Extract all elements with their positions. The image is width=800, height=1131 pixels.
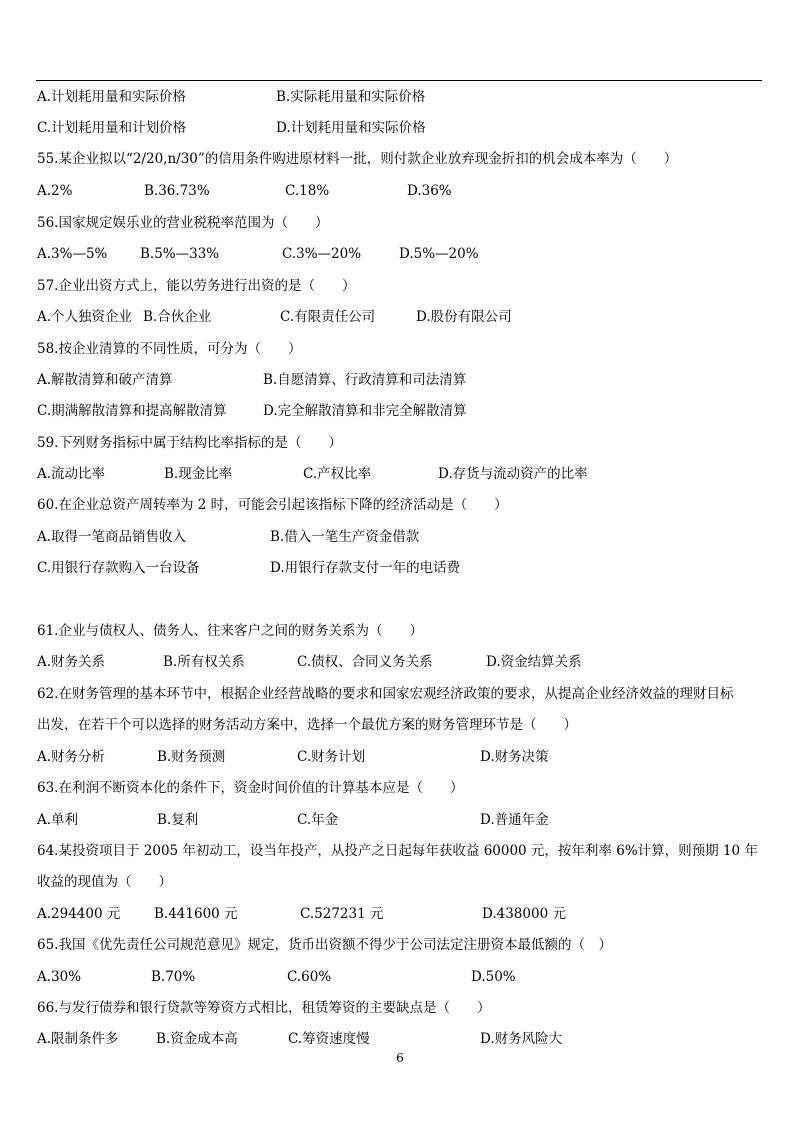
question-text: 62.在财务管理的基本环节中，根据企业经营战略的要求和国家宏观经济政策的要求，从提高企业经济效益的理财目标 <box>37 686 734 702</box>
question-text: 57.企业出资方式上，能以劳务进行出资的是（ ） <box>37 278 356 294</box>
option: A.294400 元 <box>37 906 121 922</box>
question-text: 59.下列财务指标中属于结构比率指标的是（ ） <box>37 435 342 451</box>
option: A.流动比率 <box>37 466 106 482</box>
option: A.2% <box>37 183 73 199</box>
option: A.单利 <box>37 812 79 828</box>
option: D.股份有限公司 <box>416 309 512 325</box>
option: C.财务计划 <box>297 749 366 765</box>
option: C.60% <box>287 969 332 985</box>
question-text: 60.在企业总资产周转率为 2 时，可能会引起该指标下降的经济活动是（ ） <box>37 497 508 513</box>
option: D.存货与流动资产的比率 <box>438 466 588 482</box>
option: B.441600 元 <box>154 906 238 922</box>
option: C.18% <box>285 183 330 199</box>
option: A.计划耗用量和实际价格 <box>37 89 187 105</box>
option: D.50% <box>471 969 516 985</box>
option: A.取得一笔商品销售收入 <box>37 529 187 545</box>
option: D.用银行存款支付一年的电话费 <box>270 560 461 576</box>
header-rule <box>36 80 762 81</box>
question-text: 出发，在若干个可以选择的财务活动方案中，选择一个最优方案的财务管理环节是（ ） <box>37 717 577 733</box>
option: B.所有权关系 <box>163 654 245 670</box>
option: A.解散清算和破产清算 <box>37 372 173 388</box>
option: B.资金成本高 <box>156 1031 238 1047</box>
option: B.36.73% <box>144 183 210 199</box>
option: D.财务风险大 <box>480 1031 563 1047</box>
option: C.年金 <box>297 812 339 828</box>
option: C.债权、合同义务关系 <box>297 654 433 670</box>
option: D.36% <box>407 183 452 199</box>
question-text: 58.按企业清算的不同性质，可分为（ ） <box>37 341 302 357</box>
option: A.限制条件多 <box>37 1031 119 1047</box>
option: B.合伙企业 <box>143 309 212 325</box>
option: D.完全解散清算和非完全解散清算 <box>263 403 467 419</box>
question-text: 55.某企业拟以“2/20,n/30”的信用条件购进原材料一批，则付款企业放弃现金折扣的机会成本率为（ ） <box>37 151 678 167</box>
page-number: 6 <box>396 1051 404 1065</box>
option: C.筹资速度慢 <box>288 1031 370 1047</box>
option: D.财务决策 <box>480 749 549 765</box>
question-text: 65.我国《优先责任公司规范意见》规定，货币出资额不得少于公司法定注册资本最低额的（ ） <box>37 937 612 953</box>
option: D.5%—20% <box>399 246 479 262</box>
question-text: 64.某投资项目于 2005 年初动工，设当年投产，从投产之日起每年获收益 60000 元，按年利率 6%计算，则预期 10 年 <box>37 843 758 859</box>
option: B.5%—33% <box>140 246 220 262</box>
option: B.复利 <box>157 812 199 828</box>
question-text: 66.与发行债券和银行贷款等筹资方式相比，租赁筹资的主要缺点是（ ） <box>37 1000 491 1016</box>
question-text: 收益的现值为（ ） <box>37 874 172 890</box>
option: B.实际耗用量和实际价格 <box>276 89 426 105</box>
option: B.借入一笔生产资金借款 <box>270 529 420 545</box>
option: D.资金结算关系 <box>486 654 582 670</box>
option: C.计划耗用量和计划价格 <box>37 120 187 136</box>
option: C.期满解散清算和提高解散清算 <box>37 403 227 419</box>
option: C.产权比率 <box>303 466 372 482</box>
question-text: 61.企业与债权人、债务人、往来客户之间的财务关系为（ ） <box>37 623 423 639</box>
option: A.3%—5% <box>37 246 108 262</box>
option: B.财务预测 <box>157 749 226 765</box>
option: D.普通年金 <box>480 812 549 828</box>
option: B.现金比率 <box>164 466 233 482</box>
option: A.30% <box>37 969 82 985</box>
option: B.自愿清算、行政清算和司法清算 <box>263 372 467 388</box>
option: A.个人独资企业 <box>37 309 133 325</box>
option: C.3%—20% <box>282 246 362 262</box>
option: D.计划耗用量和实际价格 <box>276 120 426 136</box>
option: D.438000 元 <box>482 906 566 922</box>
question-text: 63.在利润不断资本化的条件下，资金时间价值的计算基本应是（ ） <box>37 780 464 796</box>
option: B.70% <box>151 969 196 985</box>
option: A.财务分析 <box>37 749 106 765</box>
question-text: 56.国家规定娱乐业的营业税税率范围为（ ） <box>37 215 329 231</box>
option: C.527231 元 <box>300 906 384 922</box>
option: C.用银行存款购入一台设备 <box>37 560 200 576</box>
option: C.有限责任公司 <box>280 309 376 325</box>
option: A.财务关系 <box>37 654 106 670</box>
